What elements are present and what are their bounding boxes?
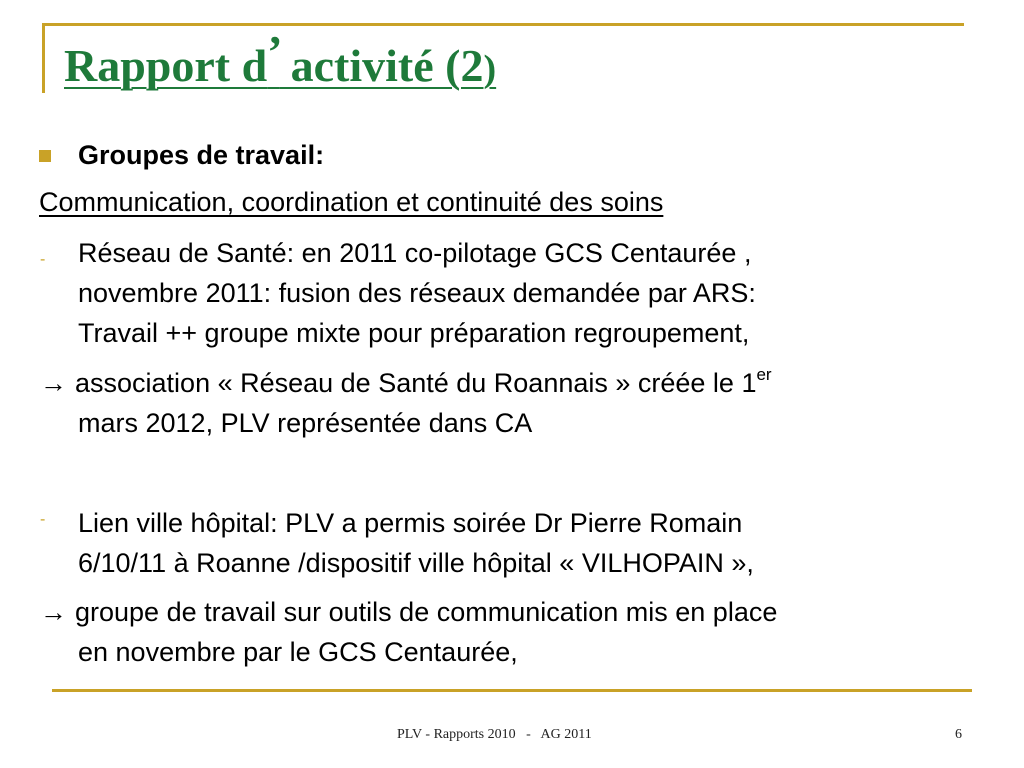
arrow2-text: groupe de travail sur outils de communication mis en place [75, 597, 778, 627]
title-paren: ) [483, 48, 497, 90]
footer-rule [52, 689, 972, 692]
arrow2-line2: en novembre par le GCS Centaurée, [78, 637, 518, 667]
item1-line2: novembre 2011: fusion des réseaux demandée par ARS: [78, 278, 756, 308]
dash-bullet-icon: - [40, 251, 46, 268]
superscript-er: er [756, 365, 772, 384]
title-main: Rapport d [64, 40, 268, 91]
arrow1-line2: mars 2012, PLV représentée dans CA [78, 408, 533, 438]
right-arrow-icon: → [40, 597, 67, 627]
item1-line3: Travail ++ groupe mixte pour préparation regroupement, [78, 318, 750, 348]
item2-line1: Lien ville hôpital: PLV a permis soirée Dr Pierre Romain [78, 508, 743, 538]
frame-top-rule [42, 23, 964, 26]
arrow1-line1 [40, 364, 772, 402]
right-arrow-icon: → [40, 368, 67, 398]
item1-line1: Réseau de Santé: en 2011 co-pilotage GCS Centaurée , [78, 238, 752, 268]
frame-left-rule [42, 23, 45, 93]
section-subheading: Communication, coordination et continuité des soins [39, 187, 664, 217]
title-apostrophe: ’ [267, 26, 280, 77]
dash-bullet-icon: - [40, 511, 46, 528]
item2-line2: 6/10/11 à Roanne /dispositif ville hôpital « VILHOPAIN », [78, 548, 754, 578]
title-rest: activité (2 [279, 40, 484, 91]
slide-title [64, 26, 497, 97]
arrow1-text: association « Réseau de Santé du Roannais » créée le 1 [75, 368, 757, 398]
footer-text: PLV - Rapports 2010 - AG 2011 [397, 727, 592, 742]
section-heading: Groupes de travail: [78, 140, 325, 170]
square-bullet-icon [39, 150, 51, 162]
page-number: 6 [955, 727, 962, 742]
arrow2-line1 [40, 593, 777, 631]
